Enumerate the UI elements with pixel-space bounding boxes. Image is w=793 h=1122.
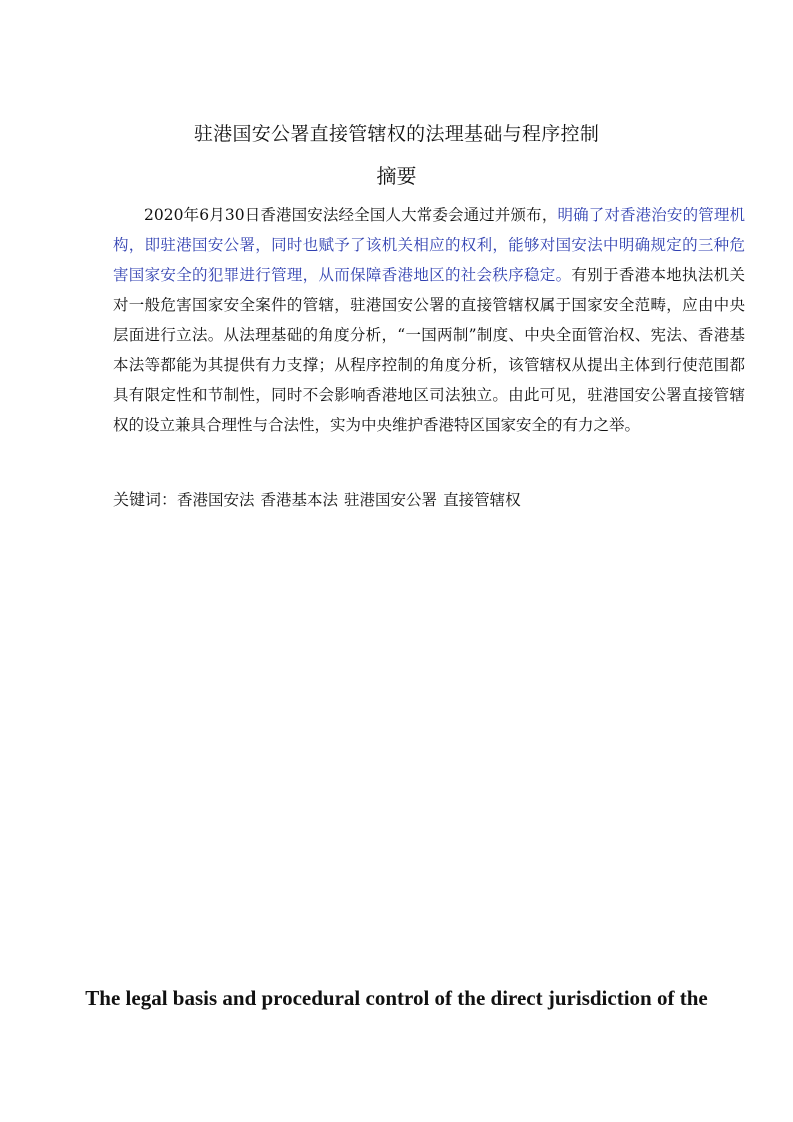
- keywords-label: 关键词：: [113, 490, 178, 509]
- keywords-line: [113, 485, 753, 515]
- keyword-item: 驻港国安公署: [344, 491, 438, 509]
- abstract-highlighted-text: 明确了对香港治安的管理机构，即驻港国安公署，同时也赋予了该机关相应的权利，能够对国安法中明确规定的三种危害国家安全的犯罪进行管理，从而保障香港地区的社会秩序稳定。: [113, 206, 745, 284]
- keyword-item: 香港基本法: [260, 491, 339, 509]
- abstract-body: [113, 200, 745, 440]
- keyword-item: 香港国安法: [177, 491, 255, 509]
- chinese-title: 驻港国安公署直接管辖权的法理基础与程序控制: [193, 123, 600, 145]
- abstract-text-part1: 2020年6月30日香港国安法经全国人大常委会通过并颁布，: [144, 206, 558, 224]
- english-title: The legal basis and procedural control of the direct jurisdiction of the: [85, 986, 708, 1010]
- abstract-text-part3: 有别于香港本地执法机关对一般危害国家安全案件的管辖，驻港国安公署的直接管辖权属于国家安全范畴，应由中央层面进行立法。从法理基础的角度分析，“一国两制”制度、中央全面管治权、宪法、香港基本法等都能为其提供有力支撑；从程序控制的角度分析，该管辖权从提出主体到行使范围都具有限定性和节制性，同时不会影响香港地区司法独立。由此可见，驻港国安公署直接管辖权的设立兼具合理性与合法性，实为中央维护香港特区国家安全的有力之举。: [113, 266, 745, 434]
- keyword-item: 直接管辖权: [443, 491, 521, 509]
- abstract-heading: 摘要: [376, 164, 417, 188]
